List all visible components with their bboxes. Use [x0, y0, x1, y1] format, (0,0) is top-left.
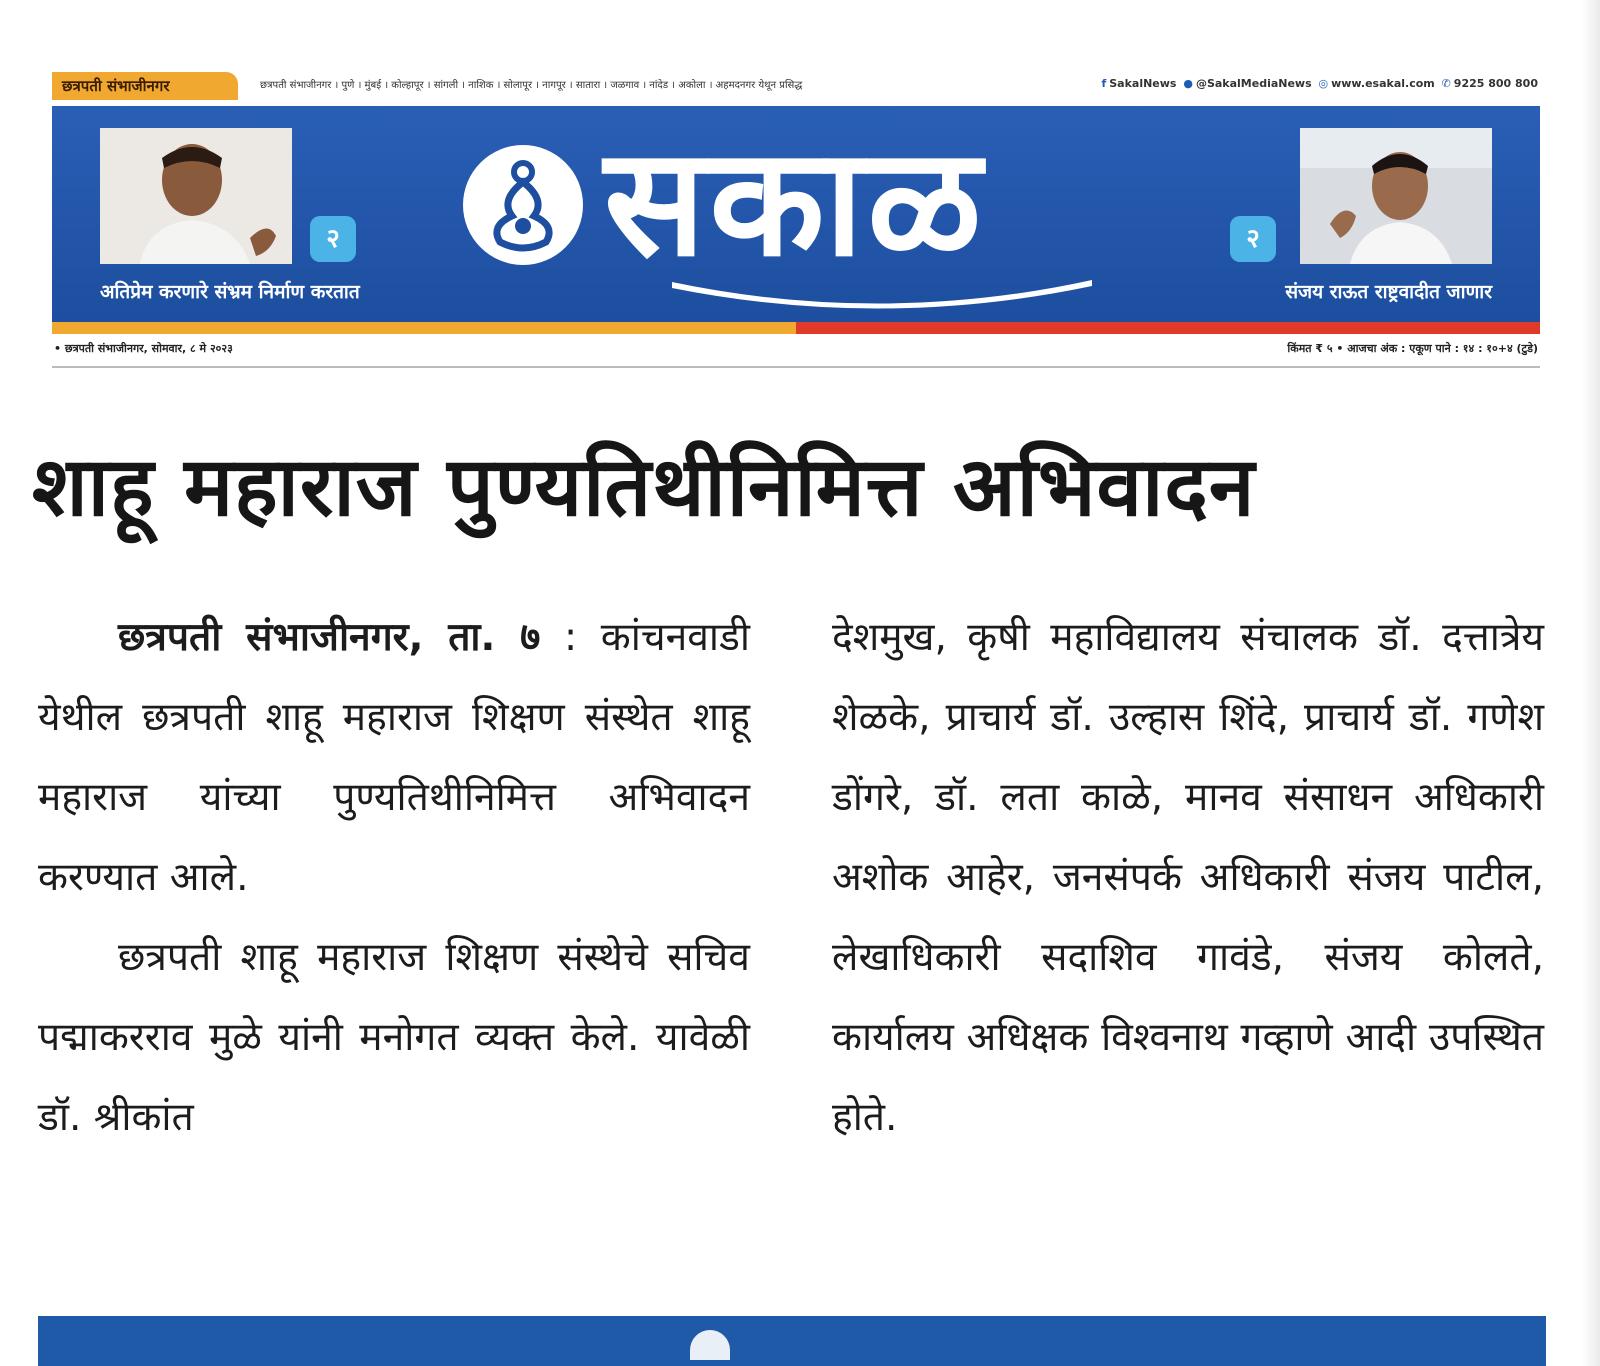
right-teaser-text[interactable]: संजय राऊत राष्ट्रवादीत जाणार [1285, 281, 1492, 303]
next-article-bar [38, 1316, 1546, 1366]
newspaper-logo-name: सकाळ [604, 114, 986, 290]
twitter-icon: ● [1183, 77, 1193, 90]
sakal-logo-icon [460, 142, 586, 268]
editions-list: छत्रपती संभाजीनगर । पुणे । मुंबई । कोल्हापूर । सांगली । नाशिक । सोलापूर । नागपूर । सातारा । जळगाव । नांदेड । अकोला । अहमदनगर येथून प्रसिद्ध [260, 80, 803, 91]
article-paragraph-2: छत्रपती शाहू महाराज शिक्षण संस्थेचे सचिव पद्माकरराव मुळे यांनी मनोगत व्यक्त केले. यावेळी डॉ. श्रीकांत [38, 935, 750, 1140]
masthead [52, 66, 1540, 355]
issue-dateline: • छत्रपती संभाजीनगर, सोमवार, ८ मे २०२३ [54, 342, 233, 355]
left-teaser-page-badge[interactable]: २ [310, 216, 356, 262]
next-article-bar-notch [690, 1330, 730, 1360]
globe-icon: ◎ [1318, 77, 1329, 90]
social-links [1098, 77, 1538, 90]
article-paragraph-1-text: : कांचनवाडी येथील छत्रपती शाहू महाराज शिक्षण संस्थेत शाहू महाराज यांच्या पुण्यतिथीनिमित्त अभिवादन करण्यात आले. [38, 615, 750, 900]
article-paragraph-3: देशमुख, कृषी महाविद्यालय संचालक डॉ. दत्तात्रेय शेळके, प्राचार्य डॉ. उल्हास शिंदे, प्राचार्य डॉ. गणेश डोंगरे, डॉ. लता काळे, मानव संसाधन अधिकारी अशोक आहेर, जनसंपर्क अधिकारी संजय पाटील, लेखाधिकारी सदाशिव गावंडे, संजय कोलते, कार्यालय अधिक्षक विश्वनाथ गव्हाणे आदी उपस्थित होते. [832, 615, 1544, 1140]
article-headline: शाहू महाराज पुण्यतिथीनिमित्त अभिवादन [32, 440, 1256, 535]
edition-tag: छत्रपती संभाजीनगर [52, 72, 238, 100]
article-column-right [832, 598, 1544, 1158]
left-teaser-photo[interactable] [100, 128, 292, 264]
social-twitter[interactable]: @SakalMediaNews [1195, 77, 1312, 90]
issue-price-info: किंमत ₹ ५ • आजचा अंक : एकूण पाने : १४ : १०+४ (टुडे) [1287, 342, 1538, 355]
dateline-row [52, 338, 1540, 362]
article-column-left [38, 598, 750, 1158]
right-teaser-page-badge[interactable]: २ [1230, 216, 1276, 262]
masthead-divider [52, 366, 1540, 368]
logo-swoosh [672, 276, 1092, 316]
article-paragraph-1 [38, 598, 750, 918]
page-edge-shadow [1582, 0, 1600, 1366]
facebook-icon: f [1101, 77, 1107, 90]
right-teaser-photo[interactable] [1300, 128, 1492, 264]
phone-icon: ✆ [1441, 77, 1451, 90]
social-web[interactable]: www.esakal.com [1331, 77, 1435, 90]
social-facebook[interactable]: SakalNews [1109, 77, 1177, 90]
masthead-top-strip [52, 66, 1540, 102]
social-phone[interactable]: 9225 800 800 [1453, 77, 1538, 90]
masthead-color-bar [52, 322, 1540, 334]
article-lead-dateline: छत्रपती संभाजीनगर, ता. ७ [118, 615, 541, 660]
masthead-banner [52, 106, 1540, 322]
left-teaser-text[interactable]: अतिप्रेम करणारे संभ्रम निर्माण करतात [100, 281, 360, 303]
